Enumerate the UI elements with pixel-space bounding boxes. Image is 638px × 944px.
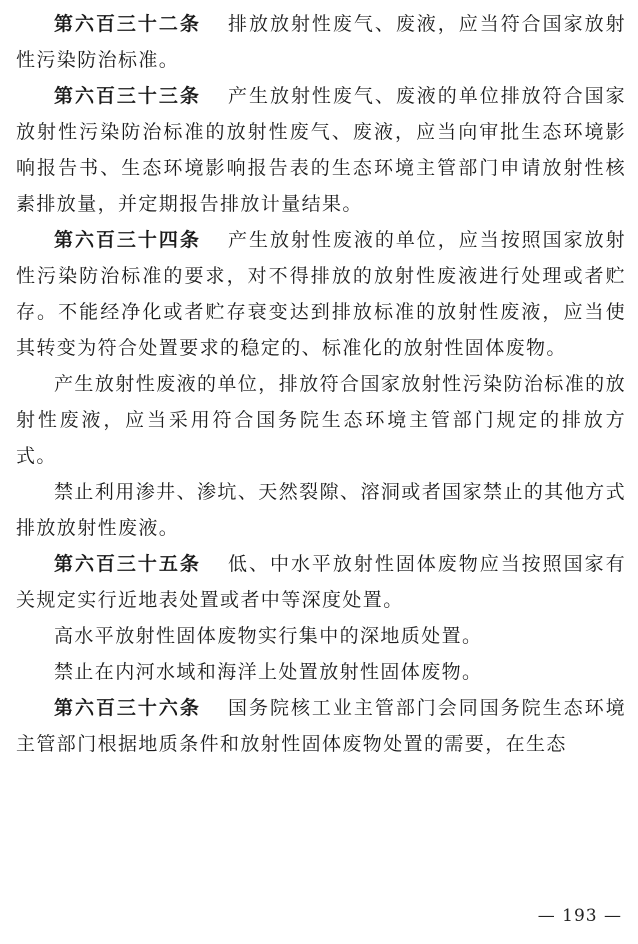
article-634-paragraph-1 — [16, 222, 626, 366]
article-635-number: 第六百三十五条 — [54, 553, 201, 575]
article-635-text-1: 低、中水平放射性固体废物应当按照国家有关规定实行近地表处置或者中等深度处置。 — [16, 553, 626, 611]
article-636-paragraph-1 — [16, 690, 626, 762]
article-632-paragraph-1 — [16, 6, 626, 78]
article-635-paragraph-3: 禁止在内河水域和海洋上处置放射性固体废物。 — [54, 661, 483, 683]
article-632-text-1: 排放放射性废气、废液，应当符合国家放射性污染防治标准。 — [16, 13, 626, 71]
article-636-number: 第六百三十六条 — [54, 697, 201, 719]
page-number: — 193 — — [537, 906, 622, 926]
document-body — [16, 6, 626, 762]
article-632-number: 第六百三十二条 — [54, 13, 201, 35]
article-635-paragraph-1 — [16, 546, 626, 618]
article-633-text-1: 产生放射性废气、废液的单位排放符合国家放射性污染防治标准的放射性废气、废液，应当向审批生态环境影响报告书、生态环境影响报告表的生态环境主管部门申请放射性核素排放量，并定期报告排放计量结果。 — [16, 85, 626, 215]
article-634-number: 第六百三十四条 — [54, 229, 201, 251]
article-633-paragraph-1 — [16, 78, 626, 222]
article-635-paragraph-2: 高水平放射性固体废物实行集中的深地质处置。 — [54, 625, 483, 647]
article-634-paragraph-2: 产生放射性废液的单位，排放符合国家放射性污染防治标准的放射性废液，应当采用符合国务院生态环境主管部门规定的排放方式。 — [16, 373, 626, 467]
article-634-text-1: 产生放射性废液的单位，应当按照国家放射性污染防治标准的要求，对不得排放的放射性废液进行处理或者贮存。不能经净化或者贮存衰变达到排放标准的放射性废液，应当使其转变为符合处置要求的稳定的、标准化的放射性固体废物。 — [16, 229, 626, 359]
article-636-text-1: 国务院核工业主管部门会同国务院生态环境主管部门根据地质条件和放射性固体废物处置的需要，在生态 — [16, 697, 626, 755]
article-634-paragraph-3: 禁止利用渗井、渗坑、天然裂隙、溶洞或者国家禁止的其他方式排放放射性废液。 — [16, 481, 626, 539]
article-633-number: 第六百三十三条 — [54, 85, 201, 107]
